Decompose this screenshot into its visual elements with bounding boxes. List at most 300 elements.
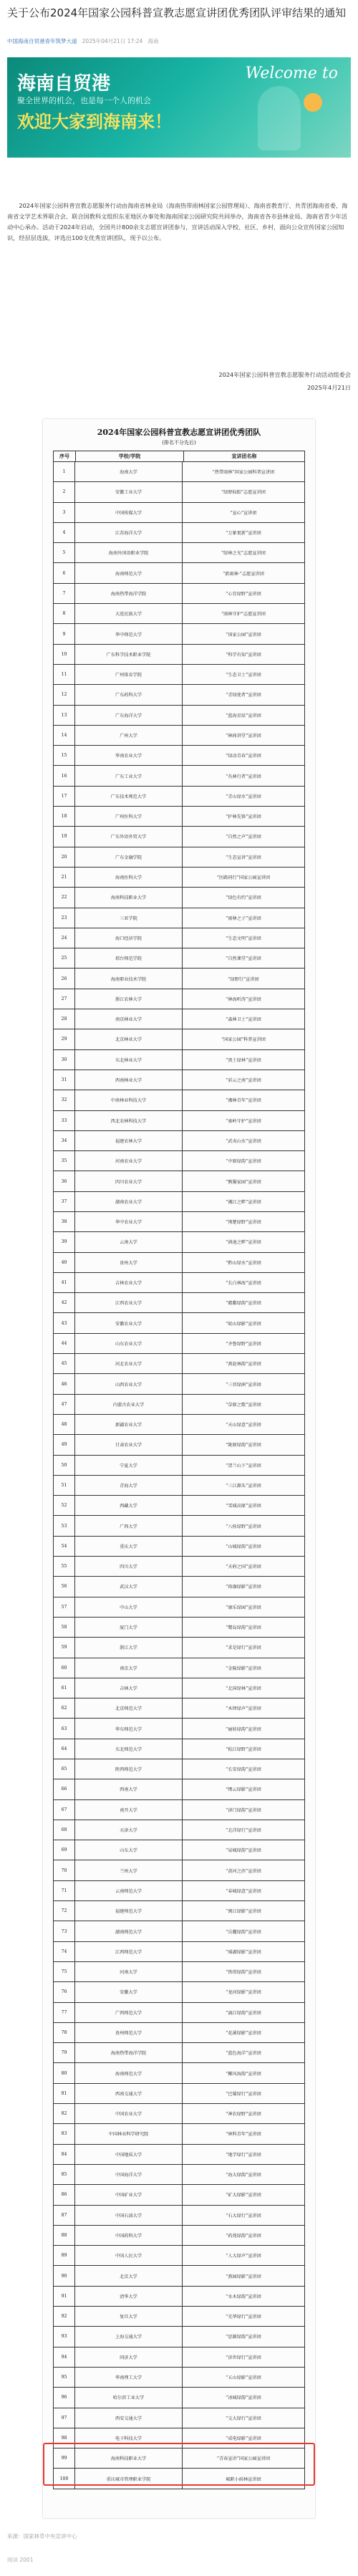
row-no: 34 <box>54 1131 75 1150</box>
row-team: “春城绿意”宣讲团 <box>226 1888 261 1894</box>
row-no: 63 <box>54 1719 75 1738</box>
row-team: “自然课堂”宣讲团 <box>226 956 261 962</box>
table-row <box>53 2408 305 2428</box>
table-row <box>53 1070 305 1090</box>
table-row <box>53 2104 305 2124</box>
row-team: “皖山绿影”宣讲团 <box>226 1321 261 1327</box>
row-school: 河南农业大学 <box>75 1151 183 1171</box>
banner-welcome: 欢迎大家到海南来！ <box>17 112 172 132</box>
row-no: 56 <box>54 1577 75 1596</box>
row-no: 2 <box>54 482 75 501</box>
row-school: 河南大学 <box>75 1962 183 1981</box>
table-row <box>53 604 305 624</box>
header-team: 宣讲团名称 <box>231 453 257 459</box>
row-no: 84 <box>54 2145 75 2164</box>
row-school: 西安交通大学 <box>75 2408 183 2428</box>
table-row <box>53 2063 305 2083</box>
row-no: 3 <box>54 503 75 522</box>
table-row <box>53 1253 305 1273</box>
row-school: 宁夏大学 <box>75 1456 183 1475</box>
row-no: 25 <box>54 948 75 968</box>
row-no: 68 <box>54 1820 75 1840</box>
row-no: 7 <box>54 584 75 603</box>
table-row <box>53 1759 305 1779</box>
table-row <box>53 1050 305 1070</box>
row-no: 52 <box>54 1496 75 1515</box>
row-team: “秦岭守护”宣讲团 <box>226 1118 261 1124</box>
row-team: “绿野仙踪”志愿宣讲团 <box>221 490 266 496</box>
row-team: “铁塔绿韵”宣讲团 <box>226 1970 261 1976</box>
table-row <box>53 584 305 604</box>
table-row <box>53 523 305 543</box>
footer-source: 来源：国家林草中央宣讲中心 <box>7 2533 77 2539</box>
row-no: 80 <box>54 2063 75 2082</box>
row-school: 重庆大学 <box>75 1537 183 1556</box>
row-team: “木铎绿声”宣讲团 <box>226 1706 261 1712</box>
banner-title: 海南自贸港 <box>17 73 111 95</box>
row-school: 大连民族大学 <box>75 604 183 623</box>
row-school: 浙江大学 <box>75 1638 183 1657</box>
row-no: 71 <box>54 1881 75 1900</box>
table-row <box>53 2145 305 2165</box>
row-team: “缙云绿影”宣讲团 <box>226 1787 261 1793</box>
row-team: “林间讲堂”宣讲团 <box>226 734 261 739</box>
table-row <box>53 1537 305 1557</box>
row-no: 77 <box>54 2003 75 2022</box>
row-no: 8 <box>54 604 75 623</box>
banner-player-figure <box>258 86 301 150</box>
table-row <box>53 928 305 948</box>
row-team: “光华绿行”宣讲团 <box>226 2315 261 2320</box>
row-school: 西南林业大学 <box>75 1070 183 1090</box>
row-school: 海口经济学院 <box>75 928 183 948</box>
row-no: 60 <box>54 1658 75 1678</box>
row-no: 49 <box>54 1435 75 1454</box>
table-row <box>53 1476 305 1496</box>
row-team: “人大绿声”宣讲团 <box>226 2254 261 2259</box>
row-no: 48 <box>54 1415 75 1434</box>
row-no: 76 <box>54 1982 75 2001</box>
row-team: “荆楚绿野”宣讲团 <box>226 1220 261 1226</box>
row-school: 天津大学 <box>75 1820 183 1840</box>
row-team: “湘林青年”宣讲团 <box>226 1098 261 1104</box>
row-school: 北京林业大学 <box>75 1029 183 1049</box>
row-team: “青绿使者”宣讲团 <box>226 693 261 698</box>
row-no: 40 <box>54 1253 75 1272</box>
row-school: 华中农业大学 <box>75 1212 183 1231</box>
banner-english: Welcome to <box>245 64 338 82</box>
row-no: 70 <box>54 1860 75 1880</box>
article-source-link[interactable]: 中国海南自贸港青年筑梦大道 <box>7 38 77 44</box>
row-team: “长白林海”宣讲团 <box>226 1281 261 1287</box>
row-team: “黑土绿林”宣讲团 <box>226 1057 261 1063</box>
table-row <box>53 624 305 644</box>
row-no: 1 <box>54 462 75 481</box>
row-team: “生态卫士”宣讲团 <box>226 673 261 678</box>
row-team: “医路同行”国家公园宣讲团 <box>216 875 271 881</box>
row-school: 广东科学技术职业学院 <box>75 645 183 664</box>
row-team: “国家公园”科普宣讲团 <box>221 1037 266 1043</box>
row-school: 西南交通大学 <box>75 2084 183 2103</box>
table-row <box>53 1415 305 1435</box>
row-school: 海南热带海洋学院 <box>75 584 183 603</box>
row-team: “鹭岛绿韵”宣讲团 <box>226 1625 261 1631</box>
row-team: “护林先锋”宣讲团 <box>226 814 261 820</box>
row-school: 广东海洋大学 <box>75 706 183 725</box>
row-team: “科学有知”宣讲团 <box>226 652 261 658</box>
row-team: “雨林守护”志愿宣讲团 <box>221 612 266 617</box>
row-school: 四川农业大学 <box>75 1171 183 1191</box>
row-no: 65 <box>54 1759 75 1779</box>
table-row <box>53 1395 305 1415</box>
row-no: 58 <box>54 1618 75 1637</box>
header-no: 序号 <box>54 451 76 461</box>
body-paragraph: 2024年国家公园科普宣教志愿服务行动由海南省林业局（海南热带雨林国家公园管理局）、海南省教育厅、共青团海南省委、海南省文学艺术界联合会、联合国教科文组织东亚地区办事处和海南国家公园研究院共同举办，海南省各市县林业局、海南省青少年活动中心承办。活动于2024年启动，全国共计800余支志愿宣讲团参与，宣讲活动深入学校、社区、乡村，面向公众宣传国家公园知识，经层层选拔，评选出100支优秀宣讲团队，现予以公布。 <box>7 202 348 241</box>
sheet-title: 2024年国家公园科普宣教志愿宣讲团优秀团队 <box>97 428 261 437</box>
row-school: 安徽工业大学 <box>75 482 183 501</box>
row-team: “国家公园”宣讲团 <box>226 632 261 638</box>
table-row <box>53 807 305 827</box>
row-team: “心宜绿野”宣讲团 <box>226 591 261 597</box>
table-body <box>53 462 305 2489</box>
row-no: 72 <box>54 1901 75 1921</box>
row-no: 87 <box>54 2206 75 2225</box>
table-row <box>53 1212 305 1232</box>
row-school: 湖南农业大学 <box>75 1192 183 1211</box>
table-row <box>53 2185 305 2205</box>
row-team: “黔山绿水”宣讲团 <box>226 1260 261 1266</box>
row-no: 10 <box>54 645 75 664</box>
row-no: 61 <box>54 1678 75 1698</box>
row-school: 江苏海洋大学 <box>75 523 183 542</box>
row-team: “齐鲁绿野”宣讲团 <box>226 1341 261 1347</box>
row-school: 华中师范大学 <box>75 624 183 643</box>
table-row <box>53 563 305 583</box>
row-school: 海南师范大学 <box>75 563 183 582</box>
table-row <box>53 2206 305 2226</box>
row-school: 中国药科大学 <box>75 2226 183 2245</box>
table-row <box>53 1860 305 1880</box>
row-no: 51 <box>54 1476 75 1495</box>
row-team: “燕园绿影”宣讲团 <box>226 2274 261 2279</box>
row-school: 中国传媒大学 <box>75 503 183 522</box>
row-no: 88 <box>54 2226 75 2245</box>
row-no: 100 <box>54 2469 75 2488</box>
row-team: “蓝色海洋”宣讲团 <box>226 2051 261 2057</box>
row-school: 清华大学 <box>75 2287 183 2306</box>
table-row <box>53 1009 305 1029</box>
row-no: 90 <box>54 2266 75 2285</box>
row-team: “新雨林·”志愿宣讲团 <box>223 571 264 577</box>
row-no: 69 <box>54 1840 75 1860</box>
table-row <box>53 1921 305 1941</box>
table-row <box>53 706 305 726</box>
row-team: “五山绿影”宣讲团 <box>226 2375 261 2381</box>
row-team: “矿大绿影”宣讲团 <box>226 2193 261 2198</box>
table-row <box>53 1374 305 1394</box>
row-team: “巴蜀绿行”宣讲团 <box>226 2091 261 2097</box>
row-school: 广东金融学院 <box>75 847 183 867</box>
row-team: “地学绿行”宣讲团 <box>226 2152 261 2158</box>
table-row <box>53 1029 305 1049</box>
table-row <box>53 2165 305 2185</box>
row-school: 三亚学院 <box>75 908 183 928</box>
row-school: 中国地质大学 <box>75 2145 183 2164</box>
row-no: 11 <box>54 665 75 684</box>
row-no: 21 <box>54 868 75 887</box>
row-team: “长安绿韵”宣讲团 <box>226 1767 261 1773</box>
table-row <box>53 2124 305 2144</box>
row-team: “武夷山水”宣讲团 <box>226 1138 261 1144</box>
table-header <box>53 451 305 462</box>
row-school: 海南大学 <box>75 462 183 481</box>
table-row <box>53 1111 305 1131</box>
row-team: “青春宣讲”国家公园宣讲团 <box>216 2456 271 2462</box>
row-no: 83 <box>54 2124 75 2143</box>
row-school: 中国人民大学 <box>75 2246 183 2265</box>
row-team: “林科青年”宣讲团 <box>226 2132 261 2138</box>
row-team: “闽江绿影”宣讲团 <box>226 1909 261 1915</box>
row-no: 67 <box>54 1800 75 1820</box>
table-row <box>53 2084 305 2104</box>
row-no: 24 <box>54 928 75 948</box>
row-no: 62 <box>54 1698 75 1718</box>
row-school: 上海交通大学 <box>75 2327 183 2346</box>
row-school: 安徽农业大学 <box>75 1313 183 1332</box>
row-school: 福建师范大学 <box>75 1901 183 1921</box>
row-no: 50 <box>54 1456 75 1475</box>
row-no: 82 <box>54 2104 75 2123</box>
table-row <box>53 1618 305 1638</box>
article-title: 关于公布2024年国家公园科普宣教志愿宣讲团优秀团队评审结果的通知 <box>7 6 347 19</box>
row-no: 96 <box>54 2388 75 2407</box>
row-school: 浙江农林大学 <box>75 989 183 1009</box>
table-row <box>53 2287 305 2307</box>
row-team: “成电绿影”宣讲团 <box>226 2436 261 2441</box>
row-team: “热带雨林”国家公园科普宣讲团 <box>212 470 275 476</box>
row-school: 新疆农业大学 <box>75 1415 183 1434</box>
table-row <box>53 888 305 908</box>
row-team: “石大绿行”宣讲团 <box>226 2213 261 2219</box>
row-no: 45 <box>54 1354 75 1373</box>
row-no: 14 <box>54 726 75 745</box>
row-school: 山东大学 <box>75 1840 183 1860</box>
table-row <box>53 645 305 665</box>
row-no: 42 <box>54 1293 75 1312</box>
table-row <box>53 1698 305 1719</box>
row-school: 广州体育学院 <box>75 665 183 684</box>
table-row <box>53 543 305 563</box>
row-team: “求是绿行”宣讲团 <box>226 1645 261 1651</box>
row-team: “水木绿韵”宣讲团 <box>226 2294 261 2299</box>
row-school: 中国农业大学 <box>75 2104 183 2123</box>
row-no: 74 <box>54 1942 75 1961</box>
row-school: 哈尔滨工业大学 <box>75 2388 183 2407</box>
row-team: “龙河绿影”宣讲团 <box>226 1990 261 1996</box>
table-row <box>53 665 305 685</box>
table-row <box>53 2368 305 2388</box>
row-no: 22 <box>54 888 75 907</box>
row-team: “林海听涛”宣讲团 <box>226 996 261 1002</box>
table-row <box>53 1678 305 1698</box>
row-team: “药苑绿韵”宣讲团 <box>226 2233 261 2239</box>
row-team: “森林卫士”宣讲团 <box>226 1017 261 1023</box>
row-school: 西北农林科技大学 <box>75 1111 183 1130</box>
row-no: 95 <box>54 2368 75 2387</box>
row-no: 47 <box>54 1395 75 1414</box>
row-school: 内蒙古农业大学 <box>75 1395 183 1414</box>
row-team: “天山绿意”宣讲团 <box>226 1423 261 1428</box>
table-row <box>53 1496 305 1516</box>
signature-date: 2025年4月21日 <box>306 384 351 391</box>
row-team: “金陵绿影”宣讲团 <box>226 1666 261 1671</box>
row-team: “生态文明”宣讲团 <box>226 936 261 941</box>
row-team: 城职小雨林宣讲团 <box>226 2476 261 2482</box>
row-no: 15 <box>54 746 75 765</box>
row-school: 陕西师范大学 <box>75 1759 183 1779</box>
article-author: 海南 <box>147 38 159 44</box>
table-row <box>53 1820 305 1840</box>
row-team: “天府之国”宣讲团 <box>226 1565 261 1570</box>
table-row <box>53 989 305 1009</box>
row-team: “草原之歌”宣讲团 <box>226 1402 261 1408</box>
row-school: 中国海洋大学 <box>75 2165 183 2184</box>
row-school: 中南林业科技大学 <box>75 1090 183 1110</box>
table-row <box>53 482 305 502</box>
row-no: 28 <box>54 1009 75 1029</box>
row-no: 19 <box>54 827 75 846</box>
row-team: “陇原绿韵”宣讲团 <box>226 1443 261 1448</box>
row-no: 91 <box>54 2287 75 2306</box>
table-row <box>53 1354 305 1374</box>
row-team: “绿色有约”宣讲团 <box>226 895 261 901</box>
table-row <box>53 1942 305 1962</box>
table-row <box>53 462 305 482</box>
table-row <box>53 1962 305 1982</box>
row-school: 北京师范大学 <box>75 1698 183 1718</box>
row-school: 贵州大学 <box>75 1253 183 1272</box>
footer-views: 阅读 2001 <box>7 2557 34 2563</box>
table-row <box>53 2388 305 2408</box>
table-row <box>53 1881 305 1901</box>
row-team: “贺兰山下”宣讲团 <box>226 1463 261 1469</box>
row-no: 30 <box>54 1050 75 1070</box>
header-school: 学校/学院 <box>76 451 184 461</box>
table-row <box>53 1779 305 1799</box>
sheet-subtitle: (排名不分先后) <box>162 440 196 446</box>
row-no: 78 <box>54 2023 75 2042</box>
table-row <box>53 685 305 705</box>
row-school: 中国林业科学研究院 <box>75 2124 183 2143</box>
table-row <box>53 726 305 746</box>
row-no: 35 <box>54 1151 75 1171</box>
row-no: 26 <box>54 969 75 988</box>
row-school: 海南科技职业大学 <box>75 888 183 907</box>
row-school: 青海大学 <box>75 1476 183 1495</box>
row-school: 厦门大学 <box>75 1618 183 1637</box>
row-school: 广西师范大学 <box>75 2003 183 2022</box>
row-team: “生态宣讲”宣讲团 <box>226 855 261 860</box>
row-team: “湘江之畔”宣讲团 <box>226 1199 261 1205</box>
row-school: 江西农业大学 <box>75 1293 183 1312</box>
row-no: 54 <box>54 1537 75 1556</box>
table-row <box>53 2246 305 2266</box>
row-school: 中国石油大学 <box>75 2206 183 2225</box>
table-row <box>53 746 305 766</box>
table-row <box>53 1293 305 1313</box>
row-school: 西南大学 <box>75 1779 183 1799</box>
row-team: “燕赵林韵”宣讲团 <box>226 1362 261 1368</box>
row-school: 湖南师范大学 <box>75 1921 183 1941</box>
table-row <box>53 969 305 989</box>
row-school: 云南师范大学 <box>75 1881 183 1900</box>
row-school: 广州大学 <box>75 726 183 745</box>
row-no: 32 <box>54 1090 75 1110</box>
row-school: 广东外语外贸大学 <box>75 827 183 846</box>
row-school: 兰州大学 <box>75 1860 183 1880</box>
row-school: 吉林大学 <box>75 1678 183 1698</box>
row-team: “漓江绿韵”宣讲团 <box>226 2010 261 2016</box>
row-no: 46 <box>54 1374 75 1393</box>
row-no: 41 <box>54 1273 75 1292</box>
row-team: “蓝海星辰”宣讲团 <box>226 713 261 719</box>
table-row <box>53 1901 305 1921</box>
row-team: “彩云之南”宣讲团 <box>226 1078 261 1084</box>
table-row <box>53 1435 305 1455</box>
table-row <box>53 1232 305 1252</box>
row-school: 东北师范大学 <box>75 1739 183 1759</box>
row-no: 5 <box>54 543 75 562</box>
row-team: “珞珈绿影”宣讲团 <box>226 1585 261 1590</box>
row-school: 四川大学 <box>75 1557 183 1576</box>
row-school: 南京大学 <box>75 1658 183 1678</box>
table-row <box>53 1557 305 1577</box>
row-team: “山城绿韵”宣讲团 <box>226 1544 261 1549</box>
row-no: 53 <box>54 1516 75 1535</box>
table-row <box>53 1456 305 1476</box>
row-no: 27 <box>54 989 75 1009</box>
row-team: “熊猫家园”宣讲团 <box>226 1179 261 1185</box>
row-school: 南开大学 <box>75 1800 183 1820</box>
table-row <box>53 2307 305 2327</box>
row-team: “花溪绿影”宣讲团 <box>226 2031 261 2036</box>
row-school: 复旦大学 <box>75 2307 183 2326</box>
row-school: 同济大学 <box>75 2347 183 2367</box>
row-no: 36 <box>54 1171 75 1191</box>
row-no: 89 <box>54 2246 75 2265</box>
row-school: 山东农业大学 <box>75 1334 183 1353</box>
table-row <box>53 2023 305 2043</box>
article-date: 2025年04月21日 17:24 <box>82 38 143 44</box>
table-row <box>53 2327 305 2347</box>
table-row <box>53 1090 305 1110</box>
table-row <box>53 1313 305 1333</box>
row-no: 86 <box>54 2185 75 2204</box>
row-school: 甘肃农业大学 <box>75 1435 183 1454</box>
row-school: 海南职业技术学院 <box>75 969 183 988</box>
row-team: “思源绿韵”宣讲团 <box>226 2335 261 2340</box>
row-team: “松江绿野”宣讲团 <box>226 1746 261 1752</box>
row-school: 重庆城市管理职业学院 <box>75 2469 183 2488</box>
table-row <box>53 1192 305 1212</box>
row-team: “椰风海韵”宣讲团 <box>226 2071 261 2077</box>
table-row <box>53 847 305 868</box>
row-no: 29 <box>54 1029 75 1049</box>
row-school: 电子科技大学 <box>75 2428 183 2448</box>
row-school: 华南农业大学 <box>75 746 183 765</box>
row-school: 中国矿业大学 <box>75 2185 183 2204</box>
row-no: 43 <box>54 1313 75 1332</box>
